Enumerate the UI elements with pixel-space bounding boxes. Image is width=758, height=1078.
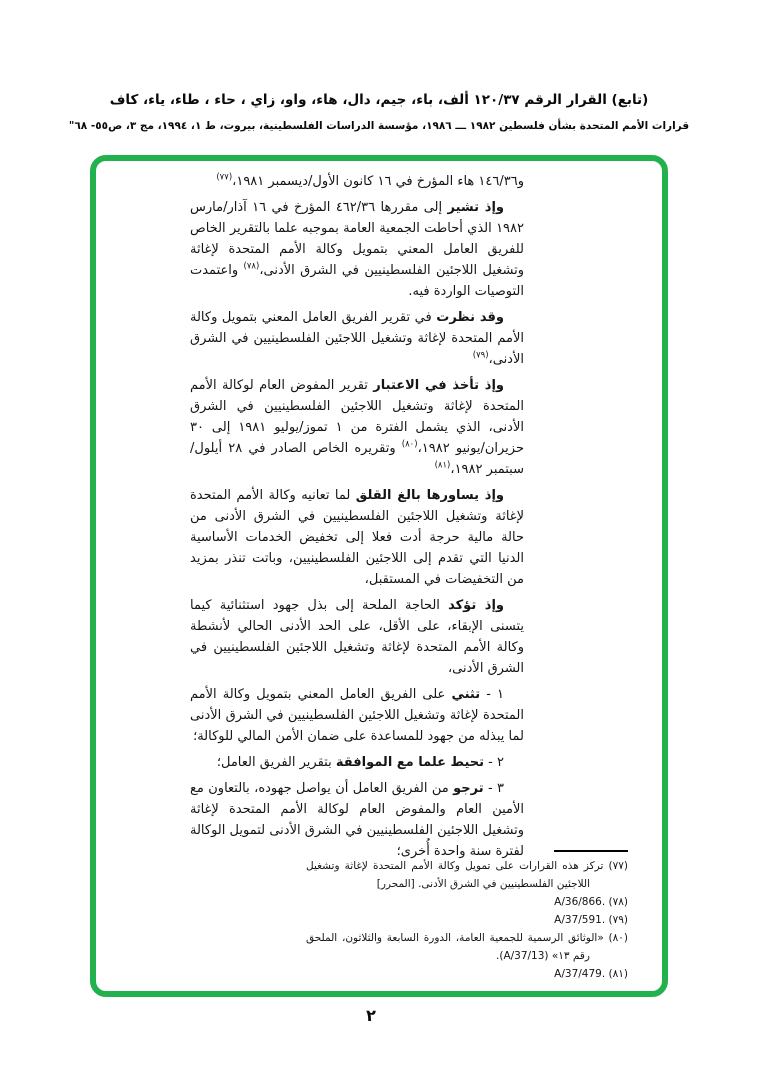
document-body [190, 171, 524, 867]
document-title: (تابع) القرار الرقم ١٢٠/٣٧ ألف، باء، جيم، دال، هاء، واو، زاي ، حاء ، طاء، ياء، كاف [109, 92, 649, 108]
footnote-number: (٧٨) [605, 896, 628, 908]
footnote: (٧٧) تركز هذه القرارات على تمويل وكالة الأمم المتحدة لإغاثة وتشغيل اللاجئين الفلسطينيين في الشرق الأدنى. [المحرر] [306, 860, 628, 890]
footnote: (٨١) A/37/479. [554, 968, 628, 980]
body-paragraph: ١ - تثني على الفريق العامل المعني بتمويل وكالة الأمم المتحدة لإغاثة وتشغيل اللاجئين الفلسطينيين في الشرق الأدنى لما يبذله من جهود للمساعدة على ضمان الأمن المالي للوكالة؛ [190, 687, 524, 744]
footnote-number: (٨٠) [603, 932, 629, 944]
body-paragraph: وإذ يساورها بالغ القلق لما تعانيه وكالة الأمم المتحدة لإغاثة وتشغيل اللاجئين الفلسطينيين في الشرق الأدنى من حالة مالية حرجة أدت فعلا إلى تخفيض الخدمات الأساسية الدنيا التي تقدم إلى اللاجئين الفلسطينيين، وباتت تنذر بمزيد من التخفيضات في المستقبل، [190, 488, 524, 587]
page-number: ٢ [366, 1006, 376, 1025]
document-source-line: قرارات الأمم المتحدة بشأن فلسطين ١٩٨٢ ـــ ١٩٨٦، مؤسسة الدراسات الفلسطينية، بيروت، ط ١، ١٩٩٤، مج ٣، ص٥٥- ٦٨" [68, 120, 690, 132]
body-paragraph: ٢ - تحيط علما مع الموافقة بتقرير الفريق العامل؛ [216, 755, 504, 770]
footnote-number: (٧٧) [603, 860, 628, 872]
footnote: (٧٩) A/37/591. [554, 914, 628, 926]
body-paragraph: وإذ تأخذ في الاعتبار تقرير المفوض العام لوكالة الأمم المتحدة لإغاثة وتشغيل اللاجئين الفلسطينيين في الشرق الأدنى، الذي يشمل الفترة من ١ تموز/يوليو ١٩٨١ إلى ٣٠ حزيران/يونيو ١٩٨٢،$^{(٨٠)}$ وتقريره الخاص الصادر في ٢٨ أيلول/سبتمبر ١٩٨٢،$^{(٨١)}$ [190, 378, 524, 477]
footnote-number: (٧٩) [605, 914, 628, 926]
footnote: (٧٨) A/36/866. [554, 896, 628, 908]
body-paragraph: ٣ - ترجو من الفريق العامل أن يواصل جهوده، بالتعاون مع الأمين العام والمفوض العام لوكالة الأمم المتحدة لإغاثة وتشغيل اللاجئين الفلسطينيين في الشرق الأدنى لتمويل الوكالة لفترة سنة واحدة أُخرى؛ [190, 781, 524, 859]
footnotes-section [306, 850, 628, 983]
body-paragraph: وإذ تشير إلى مقررها ٤٦٢/٣٦ المؤرخ في ١٦ آذار/مارس ١٩٨٢ الذي أحاطت الجمعية العامة بموجبه علما بالتقرير الخاص للفريق العامل المعني بتمويل وكالة الأمم المتحدة لإغاثة وتشغيل اللاجئين الفلسطينيين في الشرق الأدنى،$^{(٧٨)}$ واعتمدت التوصيات الواردة فيه. [190, 200, 525, 299]
footnotes-list [306, 857, 628, 983]
body-paragraph: و١٤٦/٣٦ هاء المؤرخ في ١٦ كانون الأول/ديسمبر ١٩٨١،$^{(٧٧)}$ [216, 172, 524, 189]
footnote-separator [554, 850, 628, 852]
footnote: (٨٠) «الوثائق الرسمية للجمعية العامة، الدورة السابعة والثلاثون، الملحق رقم ١٣» (A/37/13). [306, 932, 629, 962]
resolution-frame [90, 155, 668, 997]
body-paragraph: وإذ تؤكد الحاجة الملحة إلى بذل جهود استثنائية كيما يتسنى الإبقاء، على الأقل، على الحد الأدنى الحالي لأنشطة وكالة الأمم المتحدة لإغاثة وتشغيل اللاجئين الفلسطينيين في الشرق الأدنى، [190, 598, 524, 676]
footnote-number: (٨١) [605, 968, 628, 980]
body-paragraph: وقد نظرت في تقرير الفريق العامل المعني بتمويل وكالة الأمم المتحدة لإغاثة وتشغيل اللاجئين الفلسطينيين في الشرق الأدنى،$^{(٧٩)}$ [190, 310, 524, 367]
